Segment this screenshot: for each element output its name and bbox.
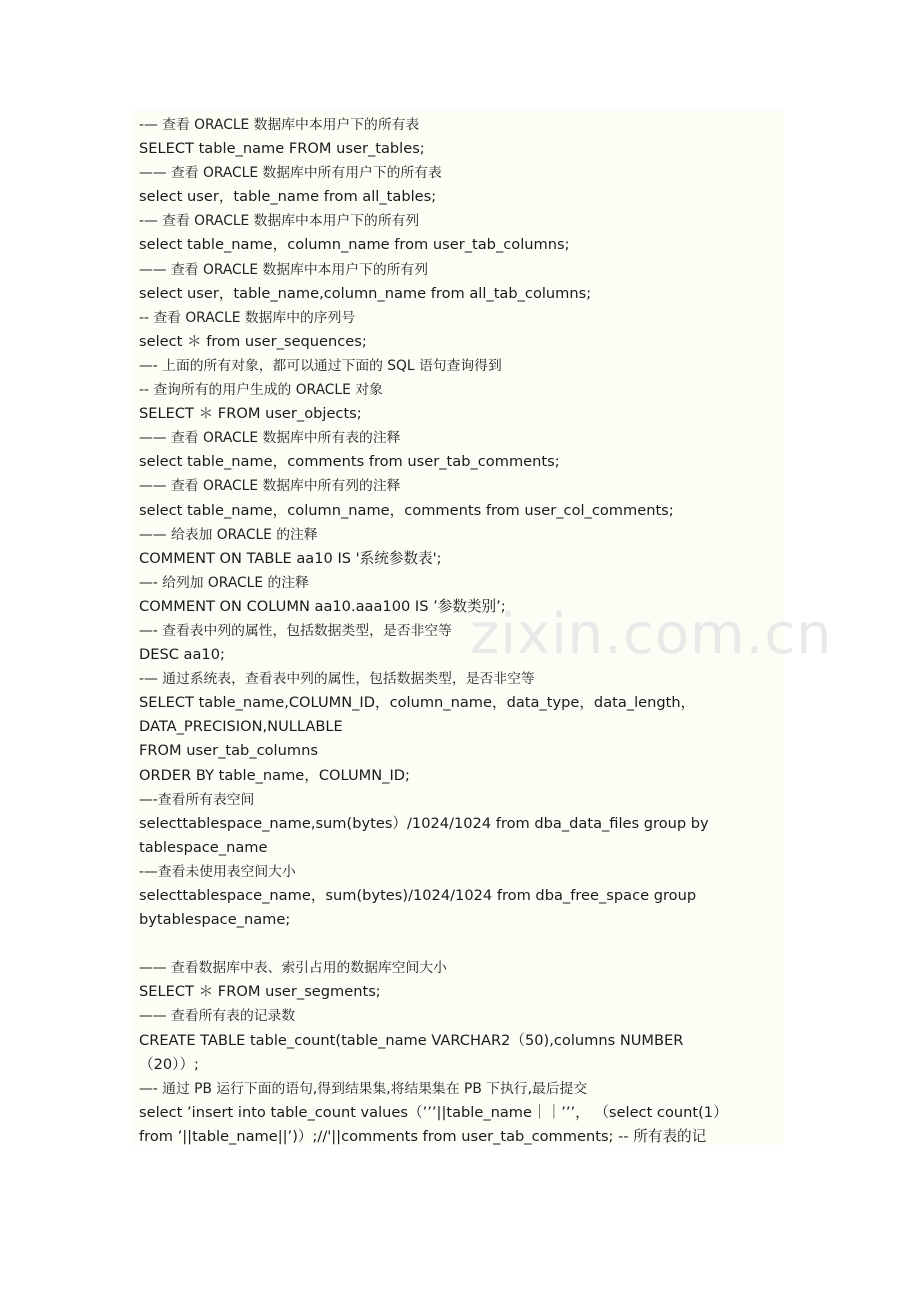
code-line: from ’||table_name||’)）;//'||comments from user_tab_comments; -- 所有表的记 — [139, 1127, 707, 1145]
code-line: DESC aa10; — [139, 646, 225, 664]
code-line: select user，table_name,column_name from all_tab_columns; — [139, 284, 592, 302]
code-line: SELECT table_name,COLUMN_ID，column_name，data_type，data_length， — [139, 694, 696, 712]
comment-line: —-查看所有表空间 — [139, 791, 255, 808]
blank-line — [139, 932, 784, 956]
comment-line: -- 查看 ORACLE 数据库中的序列号 — [139, 309, 356, 326]
code-line: COMMENT ON COLUMN aa10.aaa100 IS ’参数类别’; — [139, 597, 506, 615]
comment-line: —- 查看表中列的属性，包括数据类型，是否非空等 — [139, 622, 452, 639]
code-line: selecttablespace_name,sum(bytes）/1024/1024 from dba_data_files group by — [139, 814, 709, 832]
code-line: FROM user_tab_columns — [139, 742, 318, 760]
comment-line: —— 查看 ORACLE 数据库中所有列的注释 — [139, 478, 401, 495]
comment-line: —— 查看 ORACLE 数据库中所有用户下的所有表 — [139, 165, 442, 182]
comment-line: -— 查看 ORACLE 数据库中本用户下的所有表 — [139, 117, 420, 133]
comment-line: —— 查看 ORACLE 数据库中本用户下的所有列 — [139, 261, 429, 278]
code-line: CREATE TABLE table_count(table_name VARCHAR2（50),columns NUMBER — [139, 1031, 684, 1049]
code-line: select ’insert into table_count values（’’’||table_name｜｜’’’， （select count(1） — [139, 1103, 728, 1121]
code-line: （20））; — [139, 1055, 199, 1073]
code-line: COMMENT ON TABLE aa10 IS '系统参数表'; — [139, 549, 442, 567]
code-line: tablespace_name — [139, 838, 268, 856]
code-line: SELECT ＊ FROM user_segments; — [139, 983, 381, 1001]
code-line: SELECT table_name FROM user_tables; — [139, 140, 425, 158]
code-line: ORDER BY table_name，COLUMN_ID; — [139, 766, 410, 784]
code-line: DATA_PRECISION,NULLABLE — [139, 718, 343, 736]
comment-line: -— 查看 ORACLE 数据库中本用户下的所有列 — [139, 213, 420, 230]
watermark: zixin.com.cn — [470, 602, 833, 667]
comment-line: —- 给列加 ORACLE 的注释 — [139, 574, 309, 591]
comment-line: —— 查看所有表的记录数 — [139, 1008, 296, 1025]
comment-line: —- 上面的所有对象，都可以通过下面的 SQL 语句查询得到 — [139, 357, 502, 374]
comment-line: —- 通过 PB 运行下面的语句,得到结果集,将结果集在 PB 下执行,最后提交 — [139, 1080, 588, 1097]
code-line: select ＊ from user_sequences; — [139, 332, 367, 350]
code-line: SELECT ＊ FROM user_objects; — [139, 405, 362, 423]
sql-text-lines — [139, 113, 784, 1149]
code-line: selecttablespace_name，sum(bytes)/1024/1024 from dba_free_space group — [139, 887, 697, 904]
code-line: select table_name，column_name，comments from user_col_comments; — [139, 501, 674, 519]
code-line: select table_name，comments from user_tab_comments; — [139, 453, 560, 471]
comment-line: -—查看未使用表空间大小 — [139, 863, 296, 880]
code-line: bytablespace_name; — [139, 911, 291, 929]
comment-line: —— 查看数据库中表、索引占用的数据库空间大小 — [139, 960, 447, 977]
code-line: select table_name，column_name from user_tab_columns; — [139, 236, 570, 254]
comment-line: -- 查询所有的用户生成的 ORACLE 对象 — [139, 382, 383, 399]
code-line: select user，table_name from all_tables; — [139, 188, 437, 206]
comment-line: —— 查看 ORACLE 数据库中所有表的注释 — [139, 430, 401, 447]
comment-line: -— 通过系统表，查看表中列的属性，包括数据类型，是否非空等 — [139, 671, 535, 688]
comment-line: —— 给表加 ORACLE 的注释 — [139, 526, 318, 543]
